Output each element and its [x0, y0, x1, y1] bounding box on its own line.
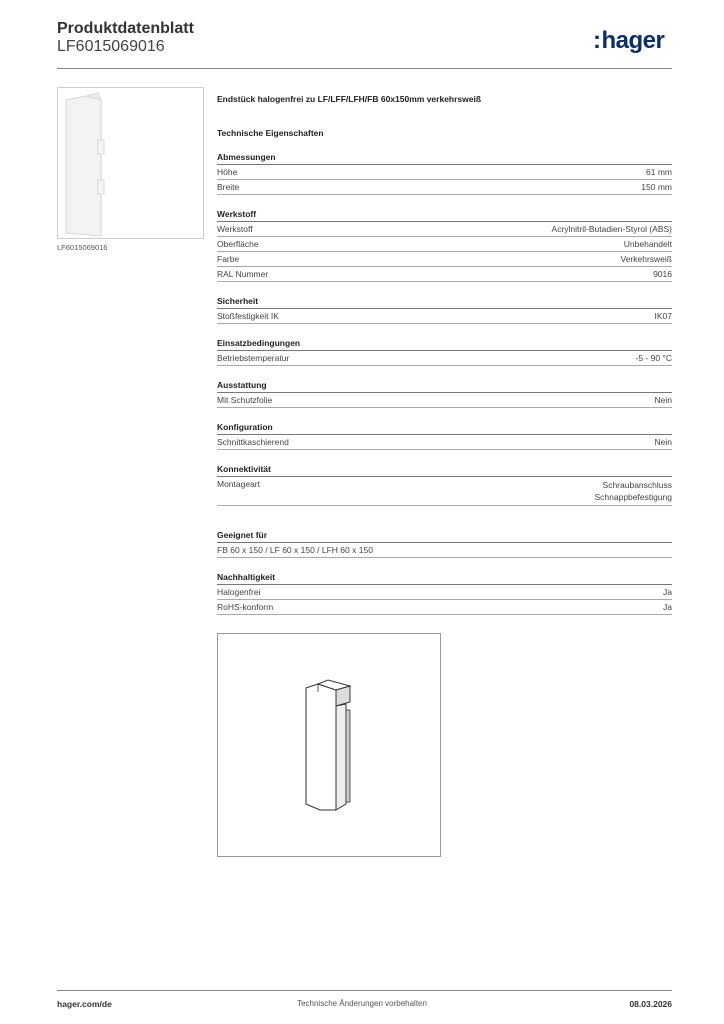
spec-value-line: Schraubanschluss	[602, 480, 672, 490]
spec-value	[594, 479, 672, 503]
spec-row	[217, 180, 672, 195]
product-drawing-image	[218, 634, 440, 856]
spec-row	[217, 435, 672, 450]
spec-label: Höhe	[217, 167, 238, 177]
spec-label: Farbe	[217, 254, 240, 264]
spec-label: FB 60 x 150 / LF 60 x 150 / LFH 60 x 150	[217, 545, 373, 555]
spec-row	[217, 309, 672, 324]
footer-divider	[57, 990, 672, 991]
spec-value: Nein	[654, 437, 672, 447]
section-sicherheit	[217, 296, 672, 324]
product-name: Endstück halogenfrei zu LF/LFF/LFH/FB 60x150mm verkehrsweiß	[217, 94, 482, 104]
spec-label: Stoßfestigkeit IK	[217, 311, 279, 321]
section-ausstattung	[217, 380, 672, 408]
spec-value: Ja	[663, 602, 672, 612]
spec-label: Breite	[217, 182, 240, 192]
page-title: Produktdatenblatt	[57, 20, 194, 37]
spec-label: Werkstoff	[217, 224, 253, 234]
footer-website[interactable]: hager.com/de	[57, 999, 112, 1009]
spec-row	[217, 543, 672, 558]
spec-label: Betriebstemperatur	[217, 353, 290, 363]
spec-row	[217, 252, 672, 267]
section-title: Konnektivität	[217, 464, 672, 477]
thumbnail-label: LF6015069016	[57, 243, 108, 252]
spec-value: Ja	[663, 587, 672, 597]
spec-label: Halogenfrei	[217, 587, 261, 597]
section-nachhaltigkeit	[217, 572, 672, 615]
spec-row	[217, 222, 672, 237]
spec-value: Unbehandelt	[623, 239, 672, 249]
spec-label: RAL Nummer	[217, 269, 269, 279]
spec-value: Verkehrsweiß	[620, 254, 672, 264]
header-divider	[57, 68, 672, 69]
section-konfiguration	[217, 422, 672, 450]
spec-value: -5 - 90 °C	[635, 353, 672, 363]
tech-properties-title: Technische Eigenschaften	[217, 128, 324, 138]
section-geeignet	[217, 530, 672, 558]
product-drawing	[217, 633, 441, 857]
spec-value: Acrylnitril-Butadien-Styrol (ABS)	[551, 224, 672, 234]
spec-label: Schnittkaschierend	[217, 437, 289, 447]
spec-value: 61 mm	[646, 167, 672, 177]
article-number: LF6015069016	[57, 38, 165, 55]
spec-label: Mit Schutzfolie	[217, 395, 273, 405]
spec-row	[217, 585, 672, 600]
spec-row	[217, 237, 672, 252]
footer-note: Technische Änderungen vorbehalten	[297, 999, 427, 1008]
spec-row	[217, 165, 672, 180]
spec-value: IK07	[654, 311, 672, 321]
spec-label: Oberfläche	[217, 239, 259, 249]
section-title: Konfiguration	[217, 422, 672, 435]
spec-label: RoHS-konform	[217, 602, 274, 612]
spec-value: Nein	[654, 395, 672, 405]
footer-date: 08.03.2026	[629, 999, 672, 1009]
spec-value: 9016	[653, 269, 672, 279]
section-title: Werkstoff	[217, 209, 672, 222]
hager-logo	[593, 27, 664, 55]
spec-row	[217, 600, 672, 615]
product-thumbnail	[57, 87, 204, 239]
spec-row	[217, 267, 672, 282]
logo-text: hager	[601, 27, 665, 54]
section-konnektivitaet	[217, 464, 672, 506]
spec-row	[217, 351, 672, 366]
section-title: Sicherheit	[217, 296, 672, 309]
section-title: Ausstattung	[217, 380, 672, 393]
section-title: Geeignet für	[217, 530, 672, 543]
spec-row	[217, 393, 672, 408]
product-thumbnail-image	[58, 88, 203, 238]
section-title: Nachhaltigkeit	[217, 572, 672, 585]
section-werkstoff	[217, 209, 672, 282]
spec-label: Montageart	[217, 479, 260, 489]
section-einsatzbedingungen	[217, 338, 672, 366]
spec-row	[217, 477, 672, 506]
logo-prefix: :	[593, 27, 601, 54]
section-title: Einsatzbedingungen	[217, 338, 672, 351]
section-abmessungen	[217, 152, 672, 195]
section-title: Abmessungen	[217, 152, 672, 165]
spec-value-line: Schnappbefestigung	[594, 492, 672, 502]
spec-value: 150 mm	[641, 182, 672, 192]
spec-content	[217, 94, 672, 649]
